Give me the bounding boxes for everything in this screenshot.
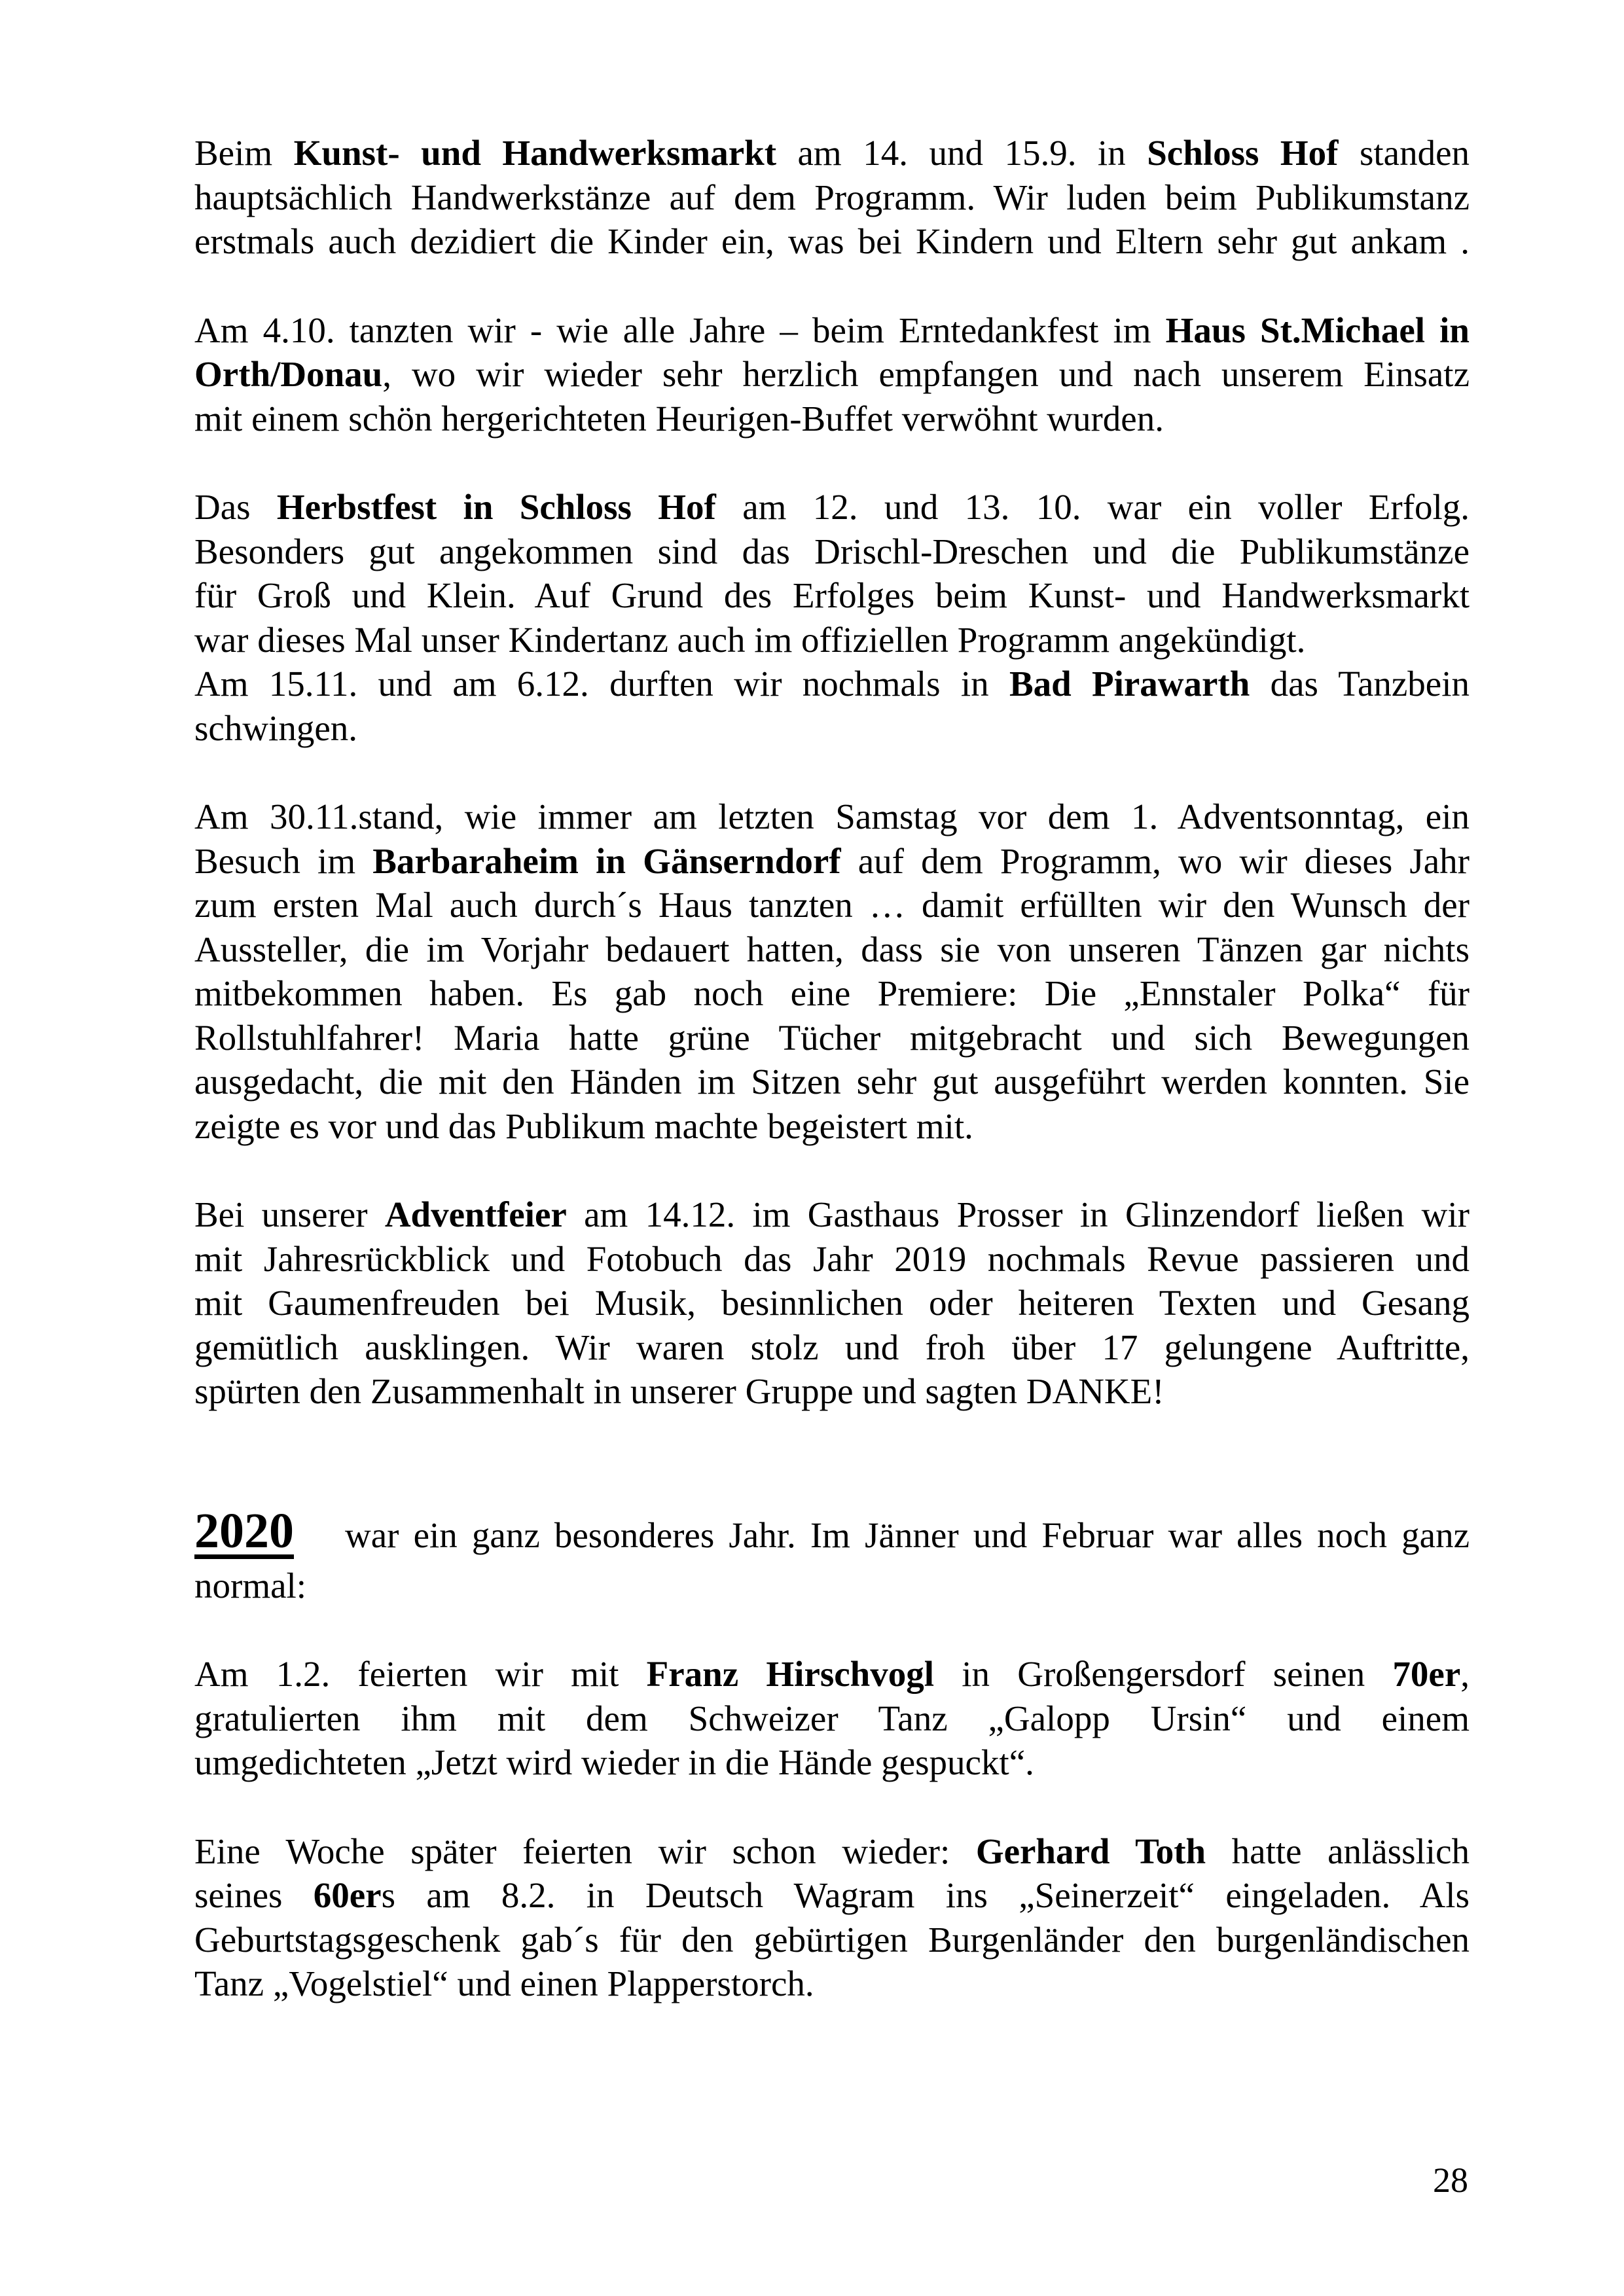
bold-text-run: 60er: [313, 1875, 382, 1915]
bold-text-run: Haus St.Michael in: [1165, 310, 1470, 350]
text-line: [194, 795, 1470, 839]
paragraph-adventfeier: [194, 1193, 1470, 1414]
text-line: [194, 573, 1470, 618]
text-run: am 12. und 13. 10. war ein voller Erfolg.: [715, 487, 1470, 527]
text-line: [194, 1962, 1470, 2006]
text-run: auf dem Programm, wo wir dieses Jahr: [840, 840, 1470, 881]
text-run: war dieses Mal unser Kindertanz auch im offiziellen Programm angekündigt.: [194, 619, 1306, 660]
year-2020-heading: 2020: [194, 1503, 294, 1558]
text-run: am 14.12. im Gasthaus Prosser in Glinzendorf ließen wir: [566, 1194, 1470, 1234]
text-run: Das: [194, 487, 277, 527]
text-run: , wo wir wieder sehr herzlich empfangen und nach unserem Einsatz: [382, 354, 1470, 394]
text-run: mitbekommen haben. Es gab noch eine Premiere: Die „Ennstaler Polka“ für: [194, 973, 1470, 1013]
text-line: [194, 839, 1470, 884]
bold-text-run: Adventfeier: [384, 1194, 567, 1234]
text-line: [194, 706, 1470, 751]
text-line: [194, 1281, 1470, 1325]
text-line: [194, 662, 1470, 706]
text-run: zum ersten Mal auch durch´s Haus tanzten … damit erfüllten wir den Wunsch der: [194, 885, 1470, 925]
text-line: [194, 1564, 1470, 1608]
text-run: Am 15.11. und am 6.12. durften wir nochmals in: [194, 664, 1009, 704]
text-run: Besonders gut angekommen sind das Drischl-Dreschen und die Publikumstänze: [194, 531, 1470, 571]
paragraph-year-2020-heading: [194, 1503, 1470, 1608]
text-run: standen: [1338, 133, 1470, 173]
text-run: war ein ganz besonderes Jahr. Im Jänner und Februar war alles noch ganz: [345, 1515, 1470, 1555]
text-line: [194, 883, 1470, 927]
text-run: s am 8.2. in Deutsch Wagram ins „Seinerzeit“ eingeladen. Als: [381, 1875, 1470, 1915]
text-run: ausgedacht, die mit den Händen im Sitzen sehr gut ausgeführt werden konnten. Sie: [194, 1062, 1470, 1102]
text-line: [194, 1193, 1470, 1237]
bold-text-run: Gerhard Toth: [975, 1831, 1206, 1871]
text-line: [194, 1873, 1470, 1918]
text-line: [194, 1237, 1470, 1282]
text-run: das Tanzbein: [1250, 664, 1470, 704]
text-line: [194, 1740, 1470, 1785]
bold-text-run: 70er: [1392, 1654, 1461, 1694]
document-content: [194, 131, 1470, 2051]
text-line: [194, 1652, 1470, 1696]
text-run: Geburtstagsgeschenk gab´s für den gebürtigen Burgenländer den burgenländischen: [194, 1919, 1470, 1960]
text-line: [194, 1696, 1470, 1741]
bold-text-run: Franz Hirschvogl: [646, 1654, 935, 1694]
text-line: [194, 927, 1470, 972]
text-line: [194, 971, 1470, 1016]
text-run: hauptsächlich Handwerkstänze auf dem Programm. Wir luden beim Publikumstanz: [194, 177, 1470, 217]
text-line: [194, 1060, 1470, 1104]
text-run: hatte anlässlich: [1206, 1831, 1470, 1871]
text-run: in Großengersdorf seinen: [934, 1654, 1393, 1694]
text-run: spürten den Zusammenhalt in unserer Gruppe und sagten DANKE!: [194, 1371, 1164, 1411]
text-line: [194, 1104, 1470, 1149]
text-run: mit einem schön hergerichteten Heurigen-Buffet verwöhnt wurden.: [194, 398, 1164, 439]
bold-text-run: Barbaraheim in Gänserndorf: [372, 840, 841, 881]
text-run: normal:: [194, 1565, 307, 1605]
text-run: erstmals auch dezidiert die Kinder ein, was bei Kindern und Eltern sehr gut ankam .: [194, 221, 1470, 261]
text-line: [194, 1369, 1470, 1414]
text-run: Besuch im: [194, 840, 373, 881]
text-line: [194, 175, 1470, 220]
text-line: [194, 1829, 1470, 1874]
text-run: Am 30.11.stand, wie immer am letzten Samstag vor dem 1. Adventsonntag, ein: [194, 797, 1470, 836]
text-line: [194, 308, 1470, 353]
paragraph-erntedankfest: [194, 308, 1470, 441]
text-run: Tanz „Vogelstiel“ und einen Plapperstorch.: [194, 1964, 814, 2003]
paragraph-herbstfest: [194, 485, 1470, 750]
text-line: [194, 352, 1470, 397]
text-run: mit Gaumenfreuden bei Musik, besinnlichen oder heiteren Texten und Gesang: [194, 1283, 1470, 1323]
text-run: Am 4.10. tanzten wir - wie alle Jahre – beim Erntedankfest im: [194, 310, 1166, 350]
text-run: gratulierten ihm mit dem Schweizer Tanz „Galopp Ursin“ und einem: [194, 1698, 1470, 1738]
text-run: gemütlich ausklingen. Wir waren stolz und froh über 17 gelungene Auftritte,: [194, 1327, 1470, 1367]
text-run: Beim: [194, 133, 294, 173]
text-run: Eine Woche später feierten wir schon wieder:: [194, 1831, 976, 1871]
paragraph-hirschvogl-70er: [194, 1652, 1470, 1785]
text-line: [194, 485, 1470, 529]
text-run: Aussteller, die im Vorjahr bedauert hatten, dass sie von unseren Tänzen gar nichts: [194, 929, 1470, 969]
text-run: ,: [1460, 1654, 1470, 1694]
text-run: umgedichteten „Jetzt wird wieder in die Hände gespuckt“.: [194, 1742, 1034, 1782]
text-run: Rollstuhlfahrer! Maria hatte grüne Tücher mitgebracht und sich Bewegungen: [194, 1017, 1470, 1058]
text-line: [194, 1503, 1470, 1564]
text-line: [194, 1918, 1470, 1962]
text-line: [194, 131, 1470, 175]
text-run: für Groß und Klein. Auf Grund des Erfolges beim Kunst- und Handwerksmarkt: [194, 575, 1470, 615]
text-line: [194, 219, 1470, 264]
text-line: [194, 1016, 1470, 1060]
text-run: mit Jahresrückblick und Fotobuch das Jahr 2019 nochmals Revue passieren und: [194, 1238, 1470, 1279]
text-run: schwingen.: [194, 708, 357, 748]
page-number-value: 28: [1433, 2161, 1468, 2200]
bold-text-run: Schloss Hof: [1147, 133, 1339, 173]
text-run: Am 1.2. feierten wir mit: [194, 1654, 647, 1694]
text-run: zeigte es vor und das Publikum machte begeistert mit.: [194, 1105, 973, 1146]
bold-text-run: Orth/Donau: [194, 354, 383, 394]
paragraph-barbaraheim: [194, 795, 1470, 1148]
text-line: [194, 1325, 1470, 1370]
bold-text-run: Bad Pirawarth: [1009, 664, 1250, 704]
paragraph-toth-60er: [194, 1829, 1470, 2006]
text-line: [194, 618, 1470, 662]
page-number: [1433, 2161, 1468, 2200]
bold-text-run: Kunst- und Handwerksmarkt: [293, 133, 777, 173]
text-line: [194, 529, 1470, 574]
text-run: Bei unserer: [194, 1194, 385, 1234]
bold-text-run: Herbstfest in Schloss Hof: [276, 487, 716, 527]
paragraph-kunst-und-handwerksmarkt: [194, 131, 1470, 264]
text-run: seines: [194, 1875, 314, 1915]
text-run: am 14. und 15.9. in: [776, 133, 1147, 173]
text-line: [194, 397, 1470, 441]
